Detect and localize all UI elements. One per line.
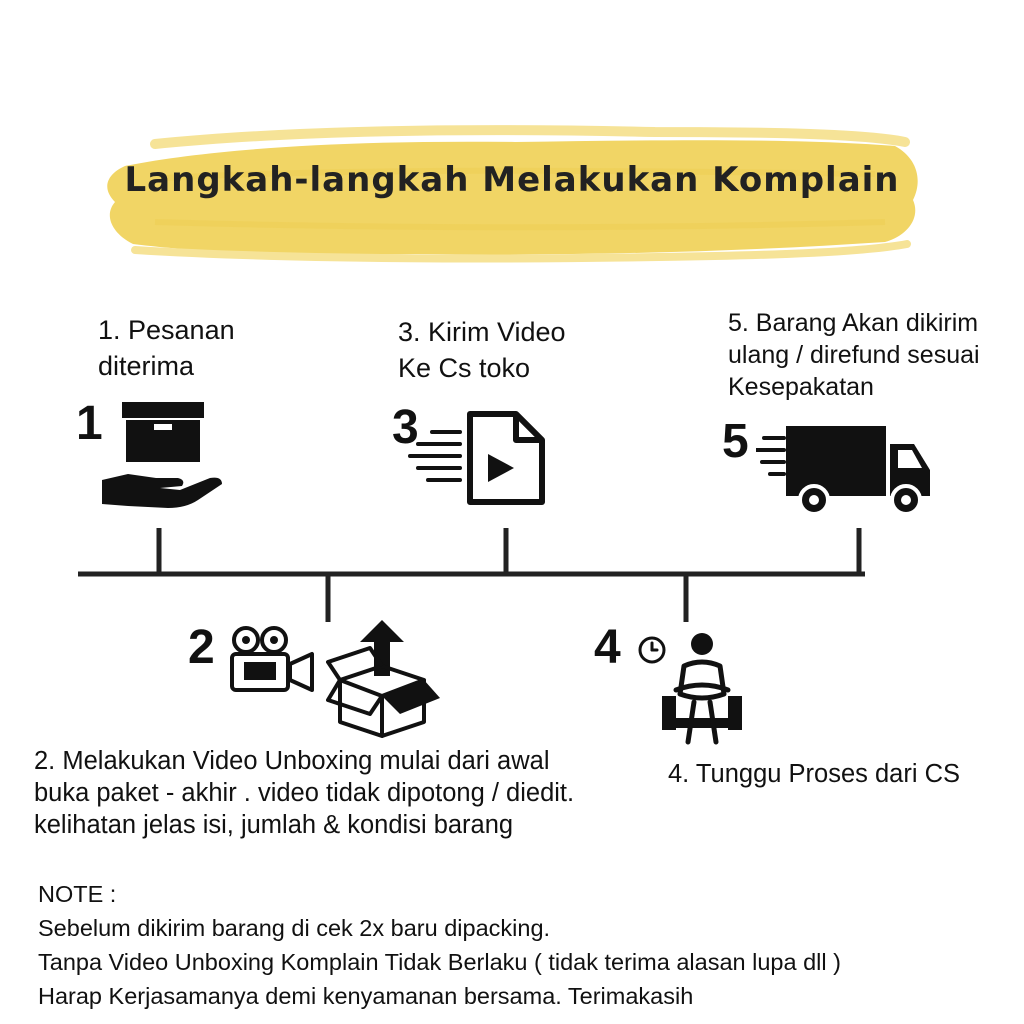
step-2-number: 2 [188, 621, 215, 674]
step-2-label: 2. Melakukan Video Unboxing mulai dari awal buka paket - akhir . video tidak dipotong / diedit. kelihatan jelas isi, jumlah & kondisi barang [34, 747, 575, 839]
open-box-upload-icon [326, 618, 444, 738]
step-5-number: 5 [722, 415, 749, 468]
delivery-truck-icon [756, 424, 936, 516]
package-in-hand-icon [98, 402, 228, 514]
step-5-label: 5. Barang Akan dikirim ulang / direfund sesuai Kesepakatan [728, 309, 980, 401]
note-line-2: Tanpa Video Unboxing Komplain Tidak Berlaku ( tidak terima alasan lupa dll ) [38, 949, 841, 975]
video-file-send-icon [408, 410, 548, 508]
note-line-1: Sebelum dikirim barang di cek 2x baru dipacking. [38, 915, 551, 941]
step-1-label: 1. Pesanan diterima [98, 315, 235, 381]
note-line-3: Harap Kerjasamanya demi kenyamanan bersama. Terimakasih [38, 983, 694, 1009]
waiting-person-icon [658, 632, 746, 746]
step-4-label: 4. Tunggu Proses dari CS [668, 760, 960, 788]
step-3-label: 3. Kirim Video Ke Cs toko [398, 317, 566, 383]
note-section [38, 877, 998, 1013]
step-1-number: 1 [76, 397, 103, 450]
page-title: Langkah-langkah Melakukan Komplain [124, 160, 900, 200]
note-heading: NOTE : [38, 881, 117, 907]
step-3-number: 3 [392, 401, 419, 454]
video-camera-icon [228, 624, 316, 694]
step-4-number: 4 [594, 621, 621, 674]
